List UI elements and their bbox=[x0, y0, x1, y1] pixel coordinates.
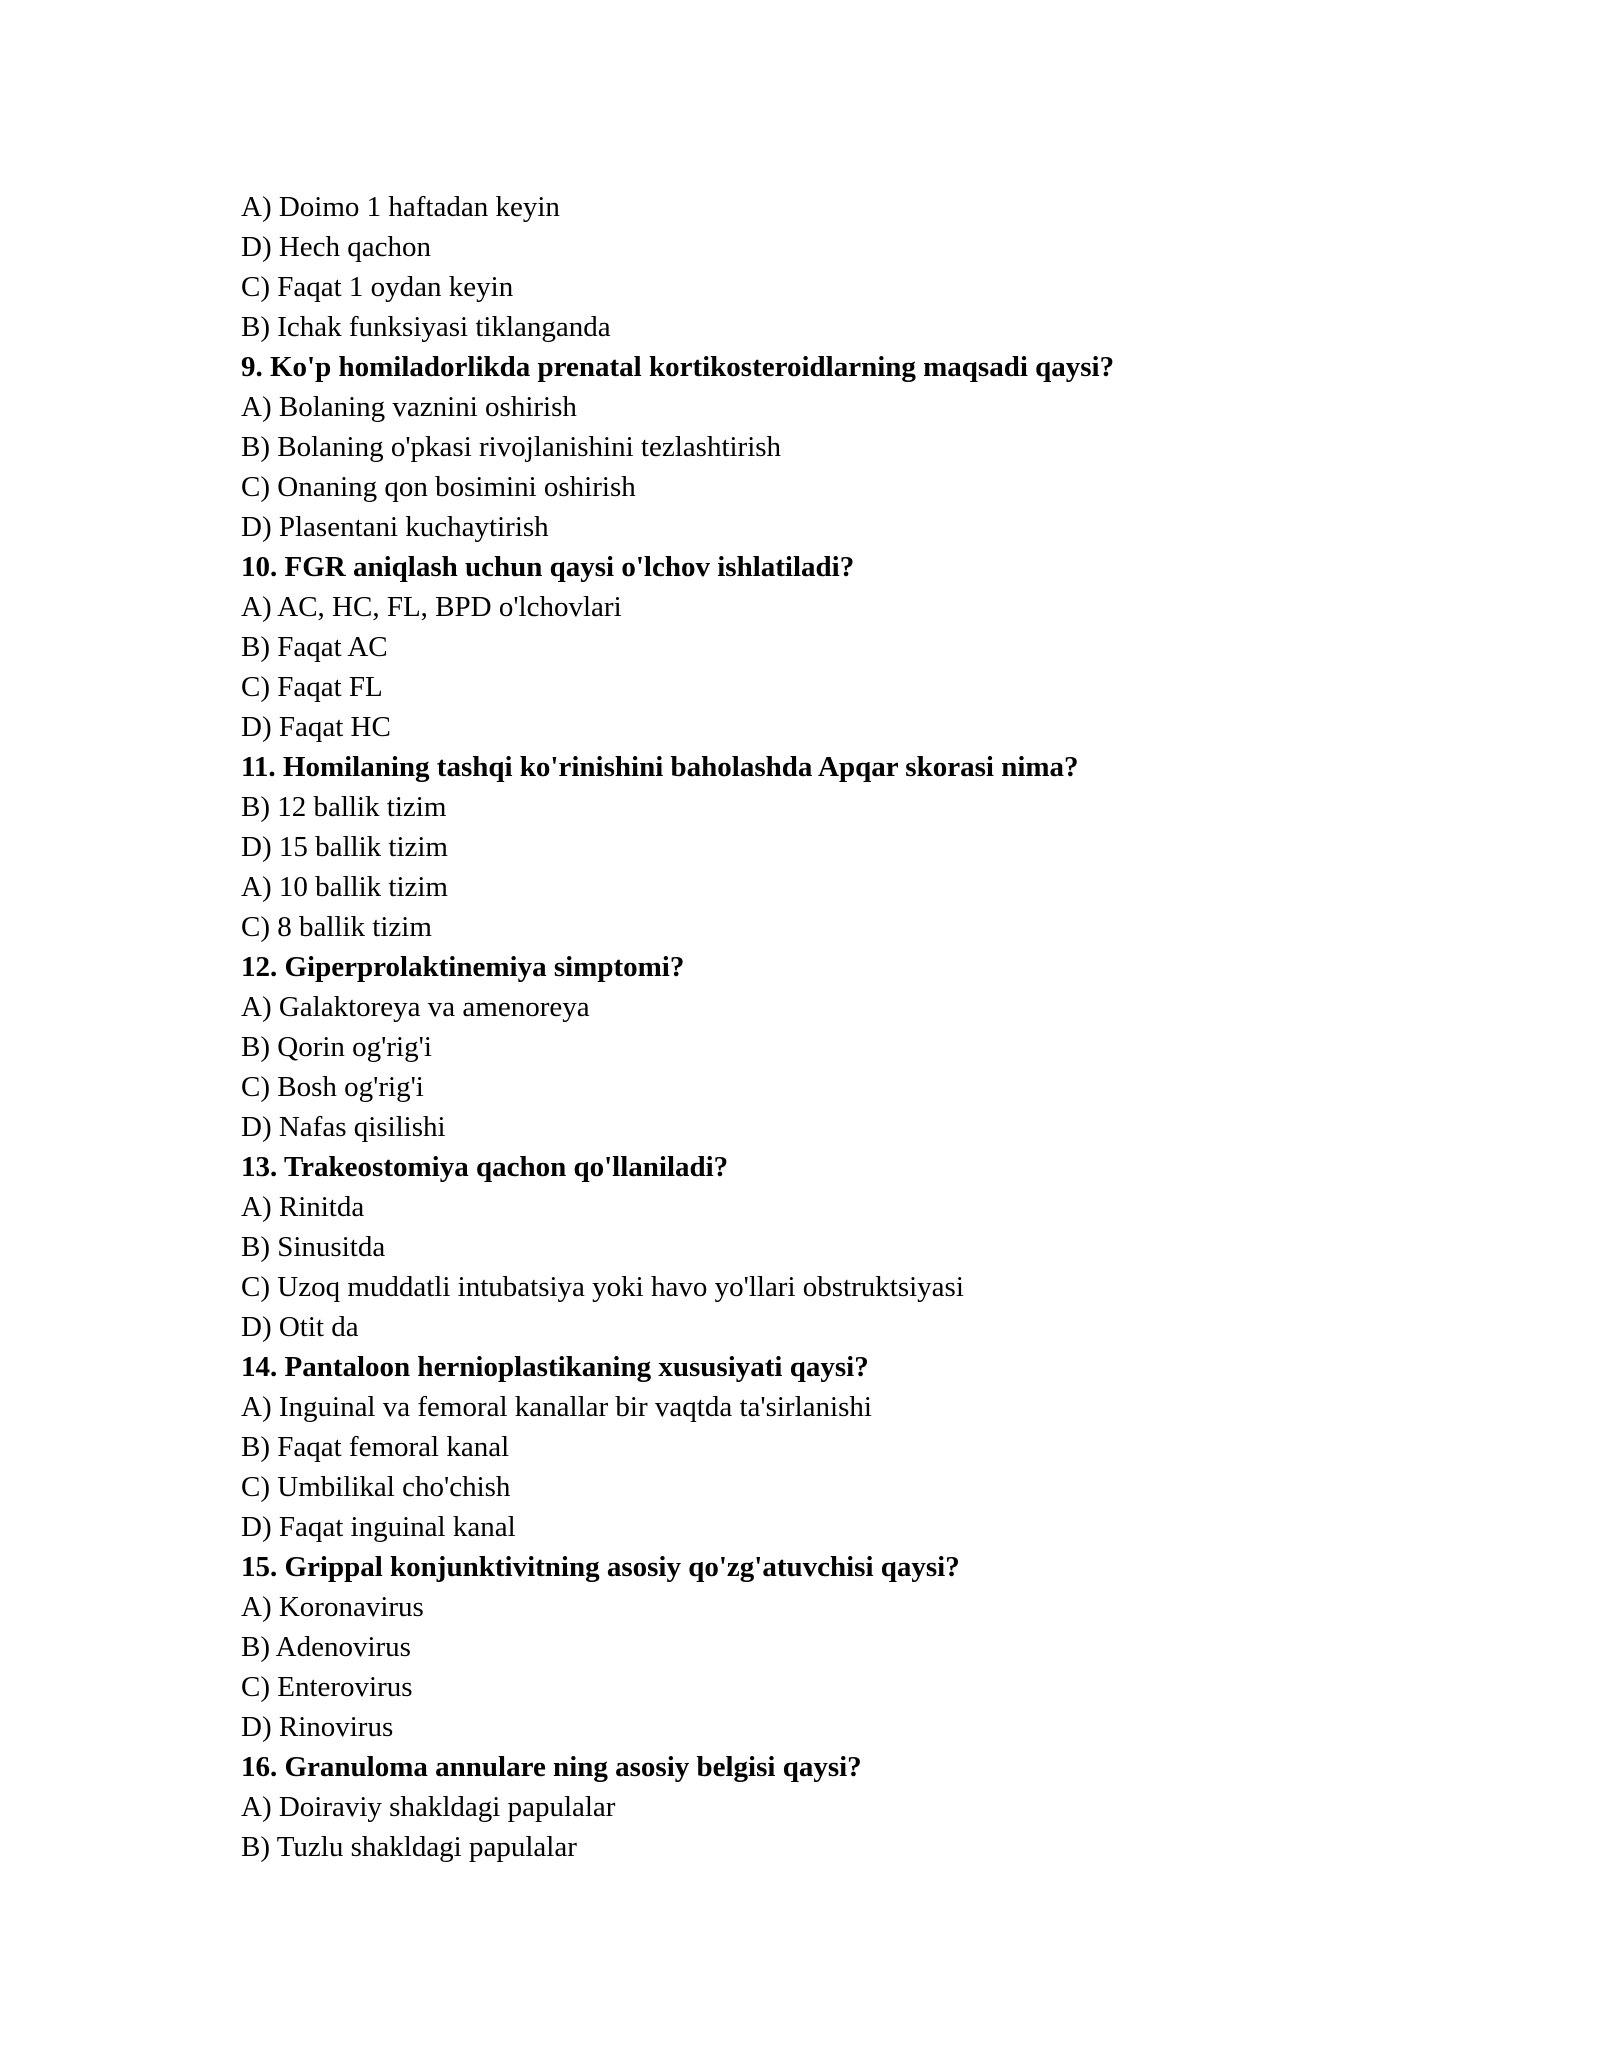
answer-option: B) Adenovirus bbox=[241, 1631, 411, 1663]
question-heading: 11. Homilaning tashqi ko'rinishini baholashda Apqar skorasi nima? bbox=[241, 751, 1079, 783]
answer-option: D) 15 ballik tizim bbox=[241, 831, 448, 863]
answer-option: C) Enterovirus bbox=[241, 1671, 413, 1703]
answer-option: C) Uzoq muddatli intubatsiya yoki havo yo'llari obstruktsiyasi bbox=[241, 1271, 964, 1303]
question-heading: 13. Trakeostomiya qachon qo'llaniladi? bbox=[241, 1151, 729, 1183]
answer-option: D) Nafas qisilishi bbox=[241, 1111, 446, 1143]
answer-option: D) Hech qachon bbox=[241, 231, 432, 263]
answer-option: B) Qorin og'rig'i bbox=[241, 1031, 432, 1063]
answer-option: B) Faqat AC bbox=[241, 631, 388, 663]
question-heading: 14. Pantaloon hernioplastikaning xususiyati qaysi? bbox=[241, 1351, 869, 1383]
answer-option: B) Ichak funksiyasi tiklanganda bbox=[241, 311, 611, 343]
answer-option: A) Doiraviy shakldagi papulalar bbox=[241, 1791, 616, 1823]
answer-option: D) Plasentani kuchaytirish bbox=[241, 511, 549, 543]
question-heading: 9. Ko'p homiladorlikda prenatal kortikosteroidlarning maqsadi qaysi? bbox=[241, 351, 1115, 383]
answer-option: A) Inguinal va femoral kanallar bir vaqtda ta'sirlanishi bbox=[241, 1391, 872, 1423]
answer-option: D) Faqat inguinal kanal bbox=[241, 1511, 516, 1543]
question-heading: 10. FGR aniqlash uchun qaysi o'lchov ishlatiladi? bbox=[241, 551, 855, 583]
answer-option: A) Rinitda bbox=[241, 1191, 365, 1223]
answer-option: A) AC, HC, FL, BPD o'lchovlari bbox=[241, 591, 622, 623]
answer-option: A) Doimo 1 haftadan keyin bbox=[241, 191, 560, 223]
answer-option: A) Galaktoreya va amenoreya bbox=[241, 991, 590, 1023]
answer-option: C) Onaning qon bosimini oshirish bbox=[241, 471, 636, 503]
question-heading: 12. Giperprolaktinemiya simptomi? bbox=[241, 951, 685, 983]
answer-option: B) Tuzlu shakldagi papulalar bbox=[241, 1831, 577, 1863]
document-content bbox=[241, 187, 1421, 1867]
answer-option: A) 10 ballik tizim bbox=[241, 871, 448, 903]
question-heading: 15. Grippal konjunktivitning asosiy qo'zg'atuvchisi qaysi? bbox=[241, 1551, 960, 1583]
answer-option: B) Bolaning o'pkasi rivojlanishini tezlashtirish bbox=[241, 431, 782, 463]
answer-option: C) 8 ballik tizim bbox=[241, 911, 432, 943]
answer-option: B) Sinusitda bbox=[241, 1231, 386, 1263]
answer-option: C) Faqat 1 oydan keyin bbox=[241, 271, 514, 303]
question-heading: 16. Granuloma annulare ning asosiy belgisi qaysi? bbox=[241, 1751, 862, 1783]
answer-option: D) Otit da bbox=[241, 1311, 359, 1343]
answer-option: C) Umbilikal cho'chish bbox=[241, 1471, 511, 1503]
answer-option: C) Bosh og'rig'i bbox=[241, 1071, 424, 1103]
answer-option: D) Faqat HC bbox=[241, 711, 391, 743]
answer-option: A) Bolaning vaznini oshirish bbox=[241, 391, 577, 423]
answer-option: B) Faqat femoral kanal bbox=[241, 1431, 510, 1463]
answer-option: B) 12 ballik tizim bbox=[241, 791, 447, 823]
answer-option: C) Faqat FL bbox=[241, 671, 383, 703]
answer-option: D) Rinovirus bbox=[241, 1711, 394, 1743]
answer-option: A) Koronavirus bbox=[241, 1591, 424, 1623]
